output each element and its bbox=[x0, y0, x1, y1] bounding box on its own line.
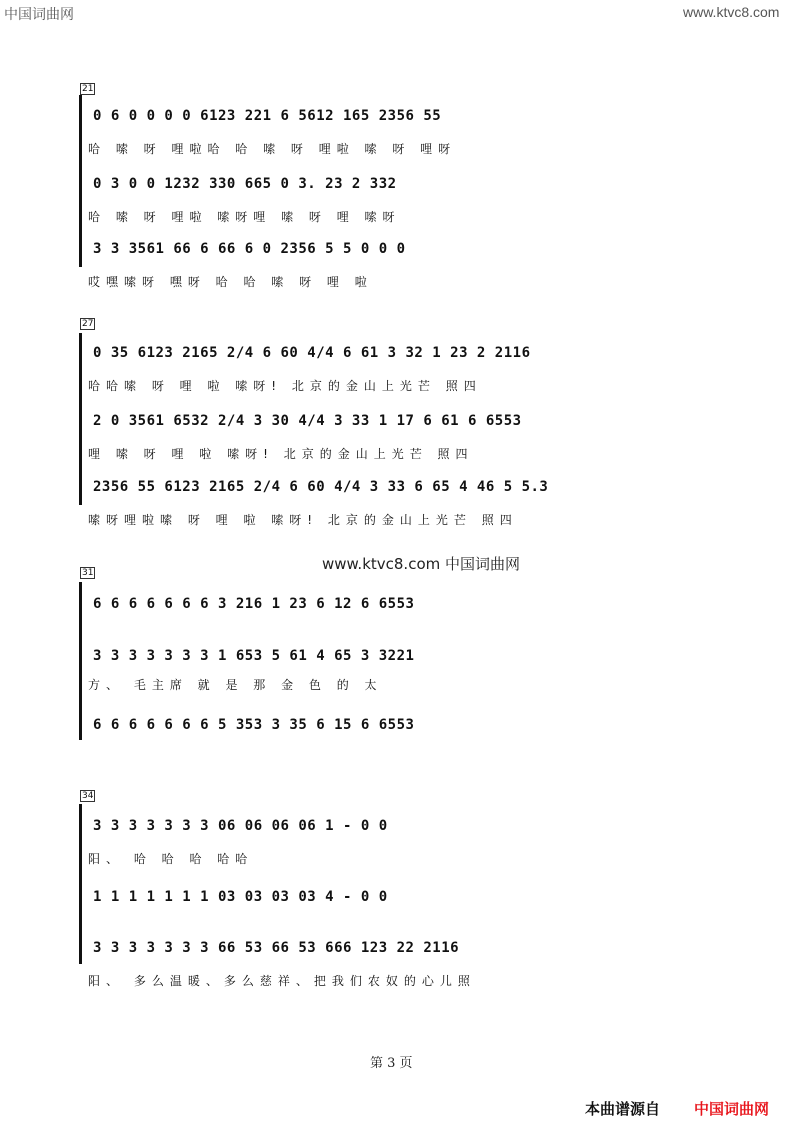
lyrics: 哈哈嗦 呀 哩 啦 嗦呀! 北京的金山上光芒 照四 bbox=[88, 379, 482, 393]
source-site-link[interactable]: 中国词曲网 bbox=[694, 1100, 770, 1118]
source-label: 本曲谱源自 bbox=[585, 1100, 661, 1118]
lyrics: 方、 毛主席 就 是 那 金 色 的 太 bbox=[88, 678, 383, 692]
lyrics: 哈 嗦 呀 哩啦哈 哈 嗦 呀 哩啦 嗦 呀 哩呀 bbox=[88, 142, 457, 156]
notes: 0 3 0 0 1232 330 665 0 3. 23 2 332 bbox=[93, 176, 397, 192]
staff-bass bbox=[80, 479, 716, 529]
mid-banner: www.ktvc8.com 中国词曲网 bbox=[322, 555, 521, 573]
lyrics: 嗦呀哩啦嗦 呀 哩 啦 嗦呀! 北京的金山上光芒 照四 bbox=[88, 513, 518, 527]
watermark-left: 中国词曲网 bbox=[4, 7, 74, 23]
measure-number: 21 bbox=[82, 84, 94, 94]
staff-soprano bbox=[80, 345, 716, 395]
staff-alto bbox=[80, 413, 716, 463]
staff-bass bbox=[80, 717, 716, 767]
notes: 0 35 6123 2165 2/4 6 60 4/4 6 61 3 32 1 23 2 2116 bbox=[93, 345, 531, 361]
watermark-right: www.ktvc8.com bbox=[683, 4, 780, 20]
page-number: 第 3 页 bbox=[370, 1056, 413, 1071]
staff-bass bbox=[80, 940, 716, 990]
lyrics: 哈 嗦 呀 哩啦 嗦呀哩 嗦 呀 哩 嗦呀 bbox=[88, 210, 401, 224]
lyrics: 阳、 哈 哈 哈 哈哈 bbox=[88, 852, 254, 866]
staff-soprano bbox=[80, 108, 716, 158]
notes: 1 1 1 1 1 1 1 03 03 03 03 4 - 0 0 bbox=[93, 889, 388, 905]
lyrics: 哎嘿嗦呀 嘿呀 哈 哈 嗦 呀 哩 啦 bbox=[88, 275, 373, 289]
lyrics: 阳、 多么温暖、多么慈祥、把我们农奴的心儿照 bbox=[88, 974, 476, 988]
notes: 3 3 3561 66 6 66 6 0 2356 5 5 0 0 0 bbox=[93, 241, 406, 257]
staff-soprano bbox=[80, 596, 716, 646]
staff-soprano bbox=[80, 818, 716, 868]
staff-alto bbox=[80, 176, 716, 226]
staff-alto bbox=[80, 889, 716, 939]
notes: 3 3 3 3 3 3 3 06 06 06 06 1 - 0 0 bbox=[93, 818, 388, 834]
notes: 6 6 6 6 6 6 6 3 216 1 23 6 12 6 6553 bbox=[93, 596, 415, 612]
measure-number: 31 bbox=[82, 568, 94, 578]
notes: 3 3 3 3 3 3 3 1 653 5 61 4 65 3 3221 bbox=[93, 648, 415, 664]
lyrics: 哩 嗦 呀 哩 啦 嗦呀! 北京的金山上光芒 照四 bbox=[88, 447, 474, 461]
notes: 3 3 3 3 3 3 3 66 53 66 53 666 123 22 2116 bbox=[93, 940, 460, 956]
measure-number: 27 bbox=[82, 319, 94, 329]
staff-bass bbox=[80, 241, 716, 291]
staff-alto bbox=[80, 648, 716, 698]
notes: 6 6 6 6 6 6 6 5 353 3 35 6 15 6 6553 bbox=[93, 717, 415, 733]
notes: 0 6 0 0 0 0 6123 221 6 5612 165 2356 55 bbox=[93, 108, 442, 124]
notes: 2 0 3561 6532 2/4 3 30 4/4 3 33 1 17 6 61 6 6553 bbox=[93, 413, 522, 429]
notes: 2356 55 6123 2165 2/4 6 60 4/4 3 33 6 65 4 46 5 5.3 bbox=[93, 479, 549, 495]
measure-number: 34 bbox=[82, 791, 94, 801]
